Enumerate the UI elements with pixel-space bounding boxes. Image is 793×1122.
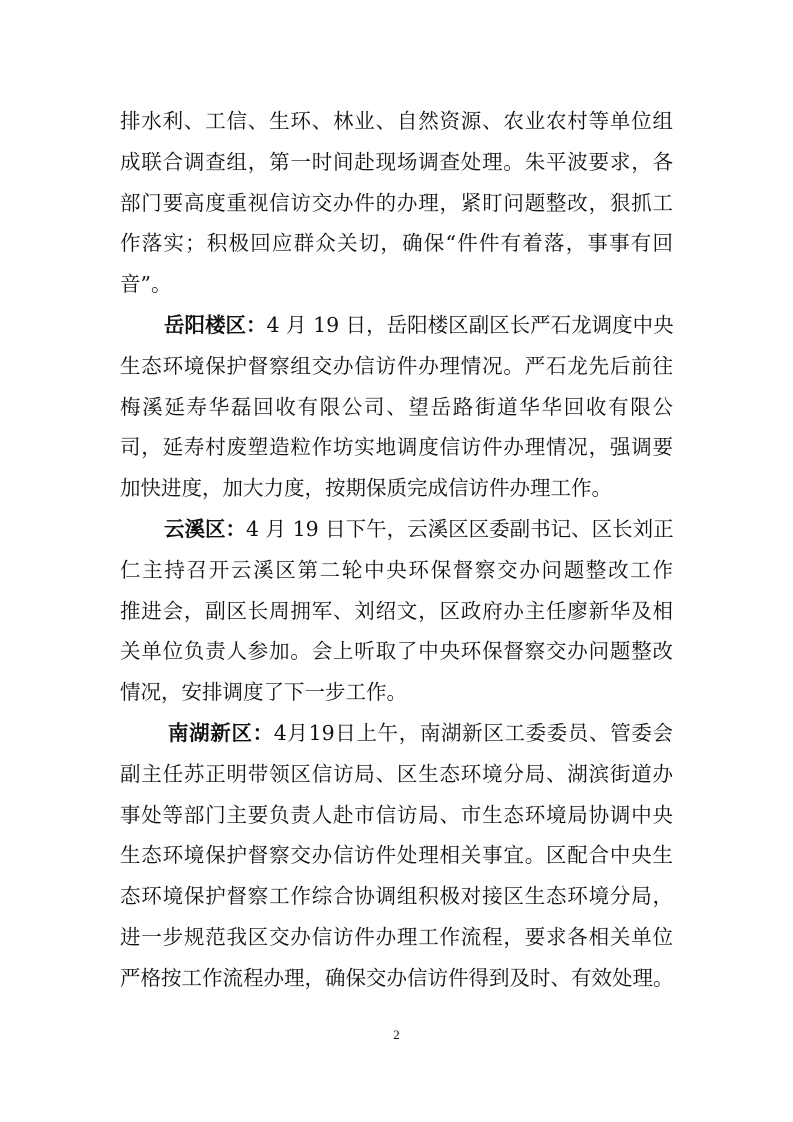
- paragraph-continuation: [120, 101, 673, 305]
- text-line: 司，延寿村废塑造粒作坊实地调度信访件办理情况，强调要: [120, 435, 673, 460]
- text-line: 推进会，副区长周拥军、刘绍文，区政府办主任廖新华及相: [120, 598, 673, 623]
- text-line: [120, 305, 673, 346]
- text-line: 关单位负责人参加。会上听取了中央环保督察交办问题整改: [120, 639, 673, 664]
- text-line: 生态环境保护督察交办信访件处理相关事宜。区配合中央生: [120, 843, 673, 868]
- text-line: 部门要高度重视信访交办件的办理，紧盯问题整改，狠抓工: [120, 190, 673, 215]
- text-line: 梅溪延寿华磊回收有限公司、望岳路街道华华回收有限公: [120, 394, 673, 419]
- text-line: 仁主持召开云溪区第二轮中央环保督察交办问题整改工作: [120, 557, 673, 582]
- text-line: 态环境保护督察工作综合协调组积极对接区生态环境分局，: [120, 884, 673, 909]
- text-line: 排水利、工信、生环、林业、自然资源、农业农村等单位组: [120, 109, 673, 133]
- text-line: 严格按工作流程办理，确保交办信访件得到及时、有效处理。: [120, 965, 674, 990]
- page-number: 2: [393, 1027, 400, 1042]
- text-line: 进一步规范我区交办信访件办理工作流程，要求各相关单位: [120, 924, 673, 949]
- text-line: 加快进度，加大力度，按期保质完成信访件办理工作。: [120, 476, 612, 501]
- text-line: 副主任苏正明带领区信访局、区生态环境分局、湖滨街道办: [120, 761, 673, 786]
- text-line: 成联合调查组，第一时间赴现场调查处理。朱平波要求，各: [120, 149, 673, 174]
- document-body: [120, 101, 673, 999]
- text-line: [120, 509, 673, 550]
- paragraph-nanhu: [120, 713, 673, 999]
- paragraph-yunxi: [120, 509, 673, 713]
- paragraph-yueyanglou: [120, 305, 673, 509]
- paragraph-heading: 岳阳楼区：: [164, 312, 267, 337]
- text-run: 4 月 19 日，岳阳楼区副区长严石龙调度中央: [266, 312, 674, 337]
- text-run: 4 月 19 日下午，云溪区区委副书记、区长刘正: [246, 516, 674, 541]
- text-line: 作落实；积极回应群众关切，确保“件件有着落，事事有回: [120, 231, 673, 256]
- text-line: 音”。: [120, 272, 172, 297]
- text-line: 事处等部门主要负责人赴市信访局、市生态环境局协调中央: [120, 802, 673, 827]
- text-line: 情况，安排调度了下一步工作。: [120, 680, 407, 705]
- paragraph-heading: 南湖新区：: [168, 720, 274, 745]
- text-line: [120, 713, 673, 754]
- text-run: 4月19日上午，南湖新区工委委员、管委会: [273, 720, 673, 745]
- text-line: 生态环境保护督察组交办信访件办理情况。严石龙先后前往: [120, 353, 673, 378]
- paragraph-heading: 云溪区：: [164, 516, 246, 541]
